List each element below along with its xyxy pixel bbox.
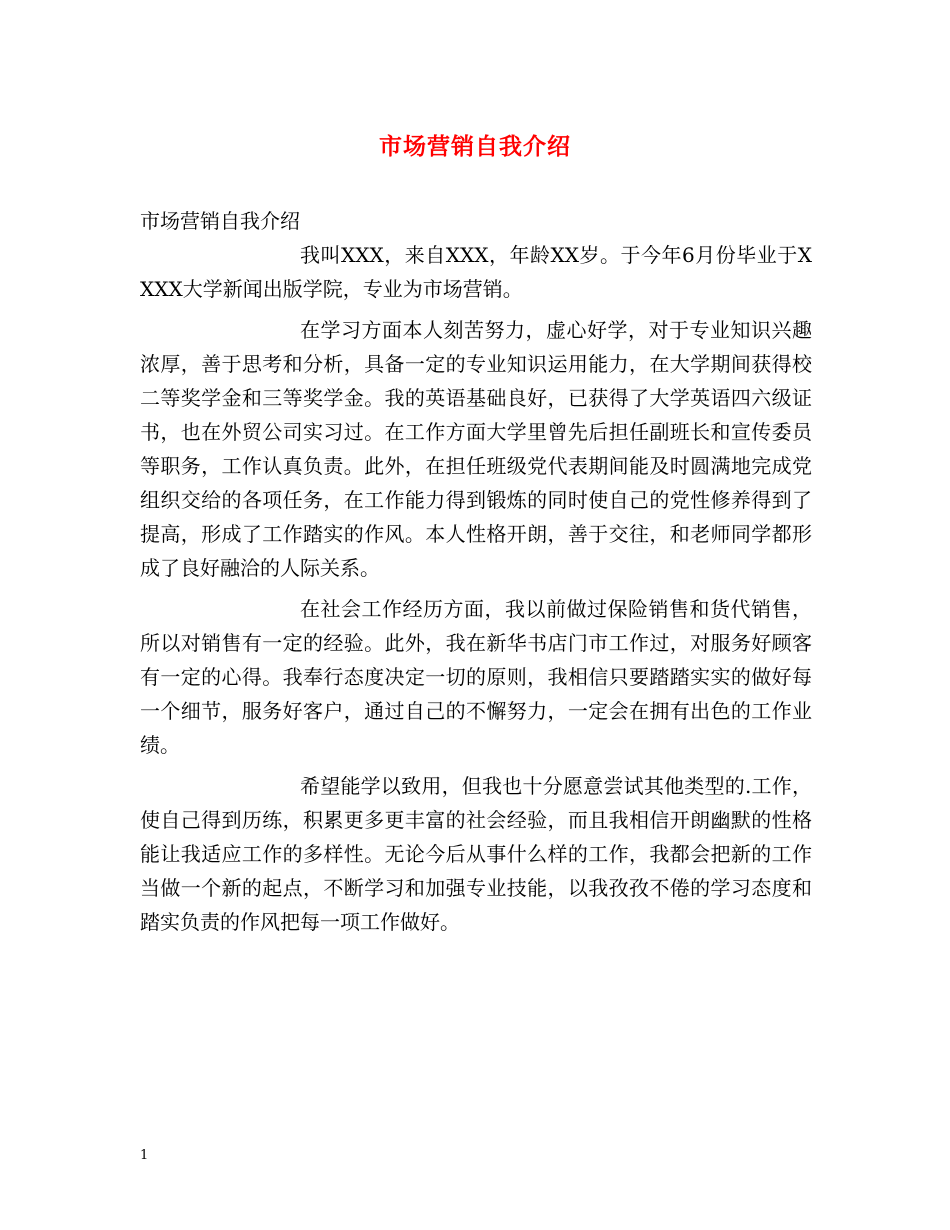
document-body xyxy=(140,204,812,946)
paragraph-work-experience: 在社会工作经历方面，我以前做过保险销售和货代销售，所以对销售有一定的经验。此外，我在新华书店门市工作过，对服务好顾客有一定的心得。我奉行态度决定一切的原则，我相信只要踏踏实实的做好每一个细节，服务好客户，通过自己的不懈努力，一定会在拥有出色的工作业绩。 xyxy=(140,597,812,757)
page-number: 1 xyxy=(140,1148,149,1163)
paragraph-intro: 我叫XXX，来自XXX，年龄XX岁。于今年6月份毕业于XXXX大学新闻出版学院，专业为市场营销。 xyxy=(140,243,812,301)
paragraph-study: 在学习方面本人刻苦努力，虚心好学，对于专业知识兴趣浓厚，善于思考和分析，具备一定的专业知识运用能力，在大学期间获得校二等奖学金和三等奖学金。我的英语基础良好，已获得了大学英语四六级证书，也在外贸公司实习过。在工作方面大学里曾先后担任副班长和宣传委员等职务，工作认真负责。此外，在担任班级党代表期间能及时圆满地完成党组织交给的各项任务，在工作能力得到锻炼的同时使自己的党性修养得到了提高，形成了工作踏实的作风。本人性格开朗，善于交往，和老师同学都形成了良好融洽的人际关系。 xyxy=(140,318,812,580)
document-subtitle: 市场营销自我介绍 xyxy=(140,209,300,233)
paragraph-aspiration: 希望能学以致用，但我也十分愿意尝试其他类型的.工作，使自己得到历练，积累更多更丰富的社会经验，而且我相信开朗幽默的性格能让我适应工作的多样性。无论今后从事什么样的工作，我都会把新的工作当做一个新的起点，不断学习和加强专业技能，以我孜孜不倦的学习态度和踏实负责的作风把每一项工作做好。 xyxy=(140,774,812,934)
document-title: 市场营销自我介绍 xyxy=(379,133,571,160)
